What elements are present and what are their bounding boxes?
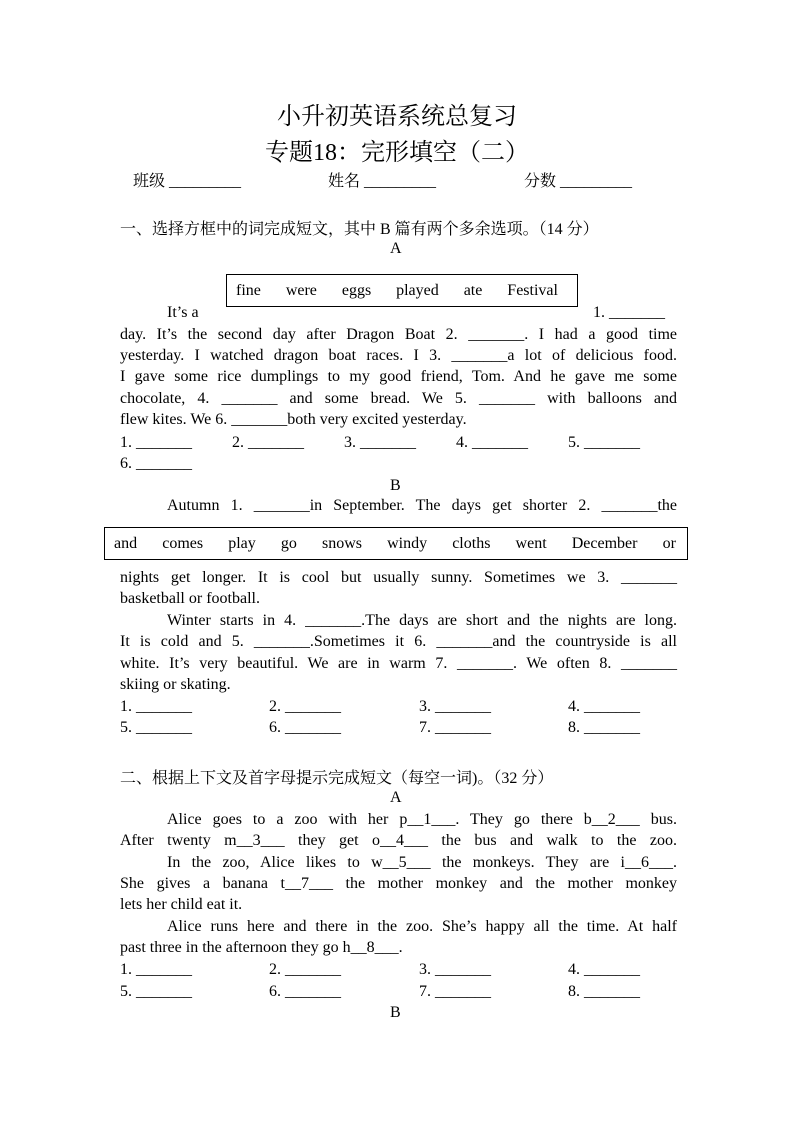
passage-c-line: She gives a banana t__7___ the mother monkey and the mother monkey bbox=[120, 875, 677, 892]
passage-b-line: skiing or skating. bbox=[120, 676, 231, 693]
name-field[interactable]: 姓名 _________ bbox=[328, 173, 437, 190]
answer-blank[interactable]: 8. _______ bbox=[568, 983, 640, 1000]
word-option: comes bbox=[162, 535, 204, 552]
answer-blank[interactable]: 6. _______ bbox=[269, 719, 341, 736]
word-option: ate bbox=[463, 282, 483, 299]
word-option: eggs bbox=[341, 282, 372, 299]
word-option: windy bbox=[387, 535, 428, 552]
word-option: snows bbox=[321, 535, 362, 552]
passage-a-line: It’s a bbox=[167, 304, 199, 321]
answer-blank[interactable]: 6. _______ bbox=[120, 455, 192, 472]
passage-b-line: Winter starts in 4. _______.The days are short and the nights are long. bbox=[167, 612, 677, 629]
answer-blank[interactable]: 7. _______ bbox=[419, 983, 491, 1000]
word-option: December bbox=[571, 535, 638, 552]
passage-c-line: past three in the afternoon they go h__8___. bbox=[120, 939, 403, 956]
answer-blank[interactable]: 5. _______ bbox=[120, 719, 192, 736]
word-box-b-words bbox=[114, 535, 676, 553]
passage-c-line: Alice goes to a zoo with her p__1___. They go there b__2___ bus. bbox=[167, 811, 677, 828]
passage-b-line: It is cold and 5. _______.Sometimes it 6. _______and the countryside is all bbox=[120, 633, 677, 650]
answer-blank[interactable]: 7. _______ bbox=[419, 719, 491, 736]
answer-blank[interactable]: 6. _______ bbox=[269, 983, 341, 1000]
passage-c-line: lets her child eat it. bbox=[120, 896, 243, 913]
answer-blank[interactable]: 3. _______ bbox=[419, 961, 491, 978]
section2-partA-label: A bbox=[390, 789, 402, 806]
passage-c-line: In the zoo, Alice likes to w__5___ the monkeys. They are i__6___. bbox=[167, 854, 677, 871]
passage-a-line: yesterday. I watched dragon boat races. I 3. _______a lot of delicious food. bbox=[120, 347, 677, 364]
word-option: or bbox=[662, 535, 676, 552]
answer-blank[interactable]: 3. _______ bbox=[419, 698, 491, 715]
worksheet-title: 小升初英语系统总复习 bbox=[277, 104, 517, 130]
word-option: Festival bbox=[507, 282, 558, 299]
passage-b-line: basketball or football. bbox=[120, 590, 260, 607]
worksheet-subtitle: 专题18：完形填空（二） bbox=[265, 140, 529, 166]
section1-partA-label: A bbox=[390, 240, 402, 257]
answer-blank[interactable]: 1. _______ bbox=[120, 698, 192, 715]
passage-a-line: flew kites. We 6. _______both very excited yesterday. bbox=[120, 411, 467, 428]
word-option: and bbox=[114, 535, 138, 552]
answer-blank[interactable]: 2. _______ bbox=[269, 961, 341, 978]
answer-blank[interactable]: 3. _______ bbox=[344, 434, 416, 451]
answer-blank[interactable]: 1. _______ bbox=[120, 434, 192, 451]
passage-c-line: Alice runs here and there in the zoo. She’s happy all the time. At half bbox=[167, 918, 677, 935]
section1-heading: 一、选择方框中的词完成短文，其中 B 篇有两个多余选项。（14 分） bbox=[120, 221, 599, 238]
passage-a-line: day. It’s the second day after Dragon Boat 2. _______. I had a good time bbox=[120, 326, 677, 343]
word-option: were bbox=[285, 282, 317, 299]
section1-partB-label: B bbox=[390, 477, 401, 494]
answer-blank[interactable]: 4. _______ bbox=[456, 434, 528, 451]
section2-partB-label: B bbox=[390, 1004, 401, 1021]
answer-blank[interactable]: 5. _______ bbox=[568, 434, 640, 451]
answer-blank[interactable]: 2. _______ bbox=[232, 434, 304, 451]
passage-b-line: nights get longer. It is cool but usually sunny. Sometimes we 3. _______ bbox=[120, 569, 677, 586]
answer-blank[interactable]: 1. _______ bbox=[120, 961, 192, 978]
answer-blank[interactable]: 4. _______ bbox=[568, 698, 640, 715]
answer-blank[interactable]: 5. _______ bbox=[120, 983, 192, 1000]
passage-c-line: After twenty m__3___ they get o__4___ the bus and walk to the zoo. bbox=[120, 832, 677, 849]
section2-heading: 二、根据上下文及首字母提示完成短文（每空一词)。（32 分） bbox=[120, 770, 554, 787]
passage-a-line: chocolate, 4. _______ and some bread. We 5. _______ with balloons and bbox=[120, 390, 677, 407]
class-field[interactable]: 班级 _________ bbox=[133, 173, 242, 190]
word-option: play bbox=[228, 535, 256, 552]
word-box-a-words bbox=[236, 282, 558, 300]
word-option: cloths bbox=[452, 535, 491, 552]
word-option: go bbox=[280, 535, 297, 552]
passage-b-line: white. It’s very beautiful. We are in warm 7. _______. We often 8. _______ bbox=[120, 655, 677, 672]
word-option: played bbox=[396, 282, 439, 299]
answer-blank[interactable]: 4. _______ bbox=[568, 961, 640, 978]
answer-blank[interactable]: 2. _______ bbox=[269, 698, 341, 715]
passage-a-blank-1[interactable]: 1. _______ bbox=[593, 304, 665, 321]
score-field[interactable]: 分数 _________ bbox=[524, 173, 633, 190]
passage-b-line: Autumn 1. _______in September. The days get shorter 2. _______the bbox=[167, 497, 677, 514]
word-option: went bbox=[515, 535, 547, 552]
passage-a-line: I gave some rice dumplings to my good friend, Tom. And he gave me some bbox=[120, 368, 677, 385]
word-option: fine bbox=[236, 282, 261, 299]
answer-blank[interactable]: 8. _______ bbox=[568, 719, 640, 736]
